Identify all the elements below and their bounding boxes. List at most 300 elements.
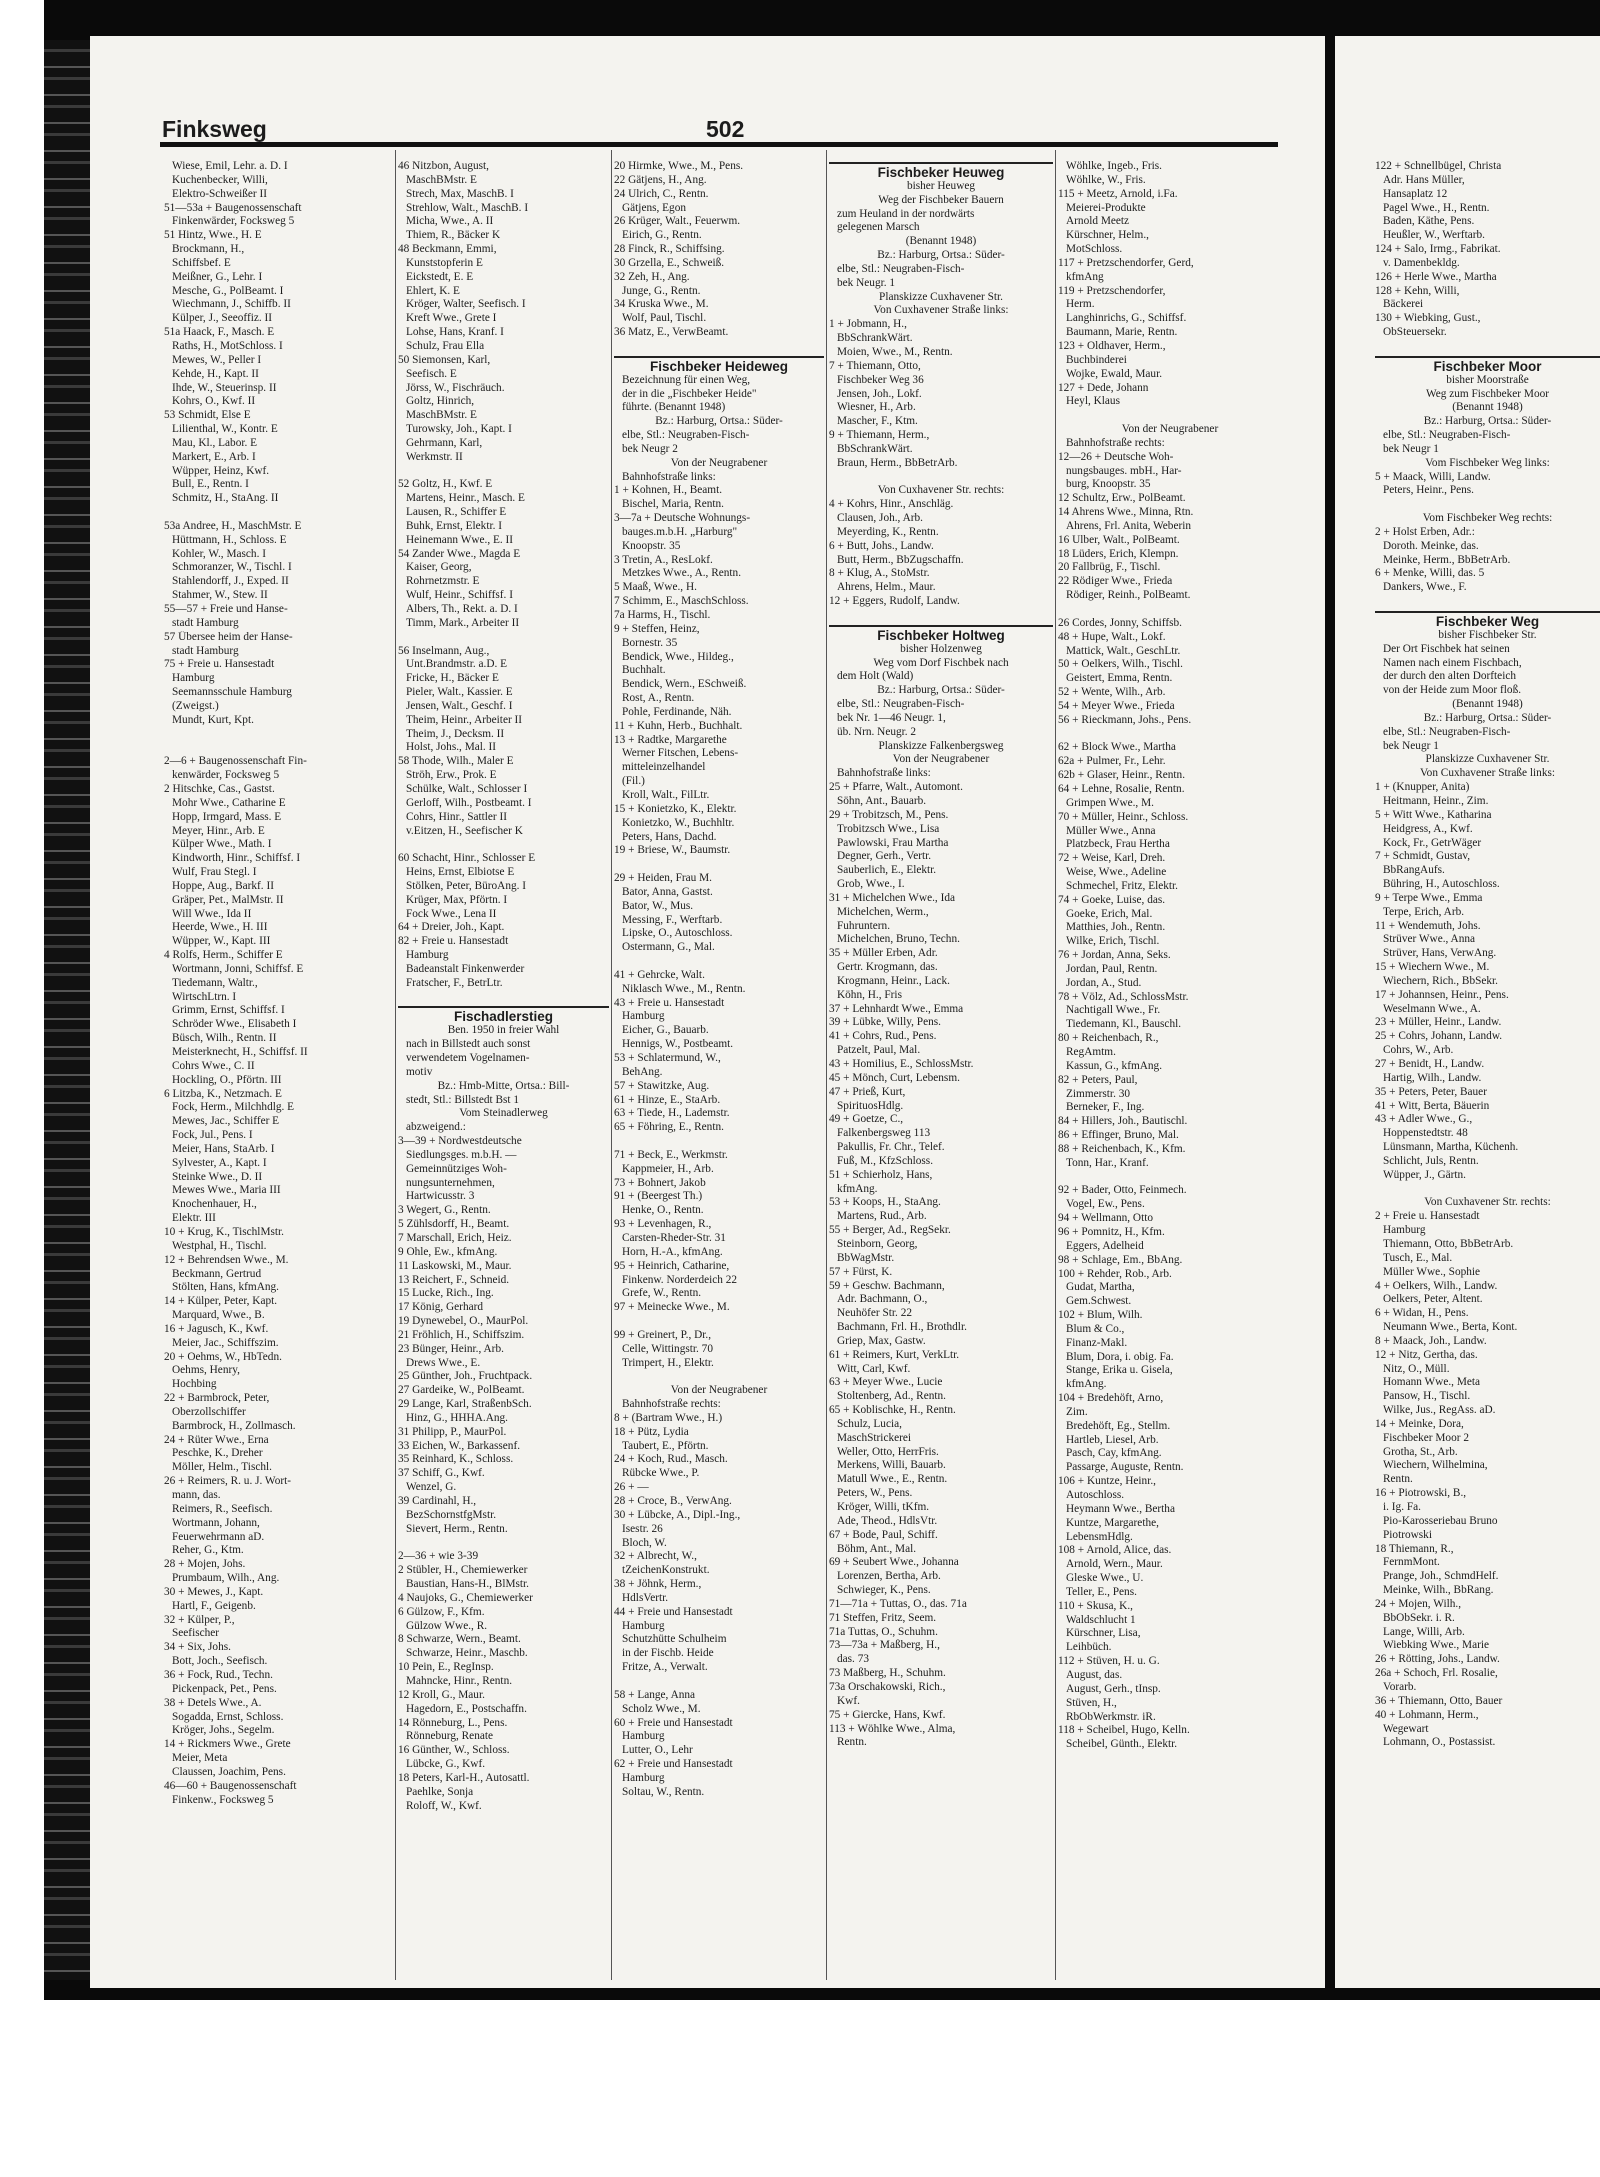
directory-entry: Scheibel, Günth., Elektr. bbox=[1066, 1738, 1178, 1751]
directory-entry: Kröger, Willi, tKfm. bbox=[837, 1501, 930, 1513]
directory-entry: Schulz, Lucia, bbox=[837, 1417, 902, 1430]
directory-entry: Wiese, Emil, Lehr. a. D. I bbox=[172, 160, 288, 172]
directory-entry: von der Heide zum Moor floß. bbox=[1383, 684, 1522, 697]
directory-entry: Wulf, Frau Stegl. I bbox=[172, 866, 257, 879]
directory-entry: Hartwicusstr. 3 bbox=[406, 1190, 475, 1203]
directory-entry: Bahnhofstraße links: bbox=[837, 767, 931, 780]
directory-entry: Mewes, W., Peller I bbox=[172, 353, 262, 366]
directory-entry: 18 Peters, Karl-H., Autosattl. bbox=[398, 1771, 530, 1784]
directory-entry: Fuß, M., KfzSchloss. bbox=[837, 1154, 934, 1167]
directory-entry: Eickstedt, E. E bbox=[406, 270, 474, 283]
directory-entry: Weise, Wwe., Adeline bbox=[1066, 866, 1167, 879]
directory-entry: Weg der Fischbeker Bauern bbox=[878, 193, 1004, 206]
directory-entry: 2 Stübler, H., Chemiewerker bbox=[398, 1564, 528, 1577]
directory-entry: kfmAng. bbox=[837, 1182, 878, 1195]
directory-entry: Meierei-Produkte bbox=[1066, 201, 1146, 214]
directory-entry: 57 + Stawitzke, Aug. bbox=[614, 1079, 710, 1092]
directory-entry: Eicher, G., Bauarb. bbox=[622, 1024, 709, 1037]
directory-entry: 29 + Heiden, Frau M. bbox=[614, 872, 712, 885]
directory-entry: Goeke, Erich, Mal. bbox=[1066, 907, 1153, 920]
directory-entry: 2—36 + wie 3-39 bbox=[398, 1550, 479, 1563]
directory-entry: 92 + Bader, Otto, Feinmech. bbox=[1058, 1184, 1187, 1197]
directory-entry: Witt, Carl, Kwf. bbox=[837, 1362, 911, 1375]
page-number: 502 bbox=[706, 116, 745, 142]
directory-entry: 4 + Oelkers, Wilh., Landw. bbox=[1375, 1279, 1498, 1292]
directory-entry: Vogel, Ew., Pens. bbox=[1066, 1198, 1145, 1211]
directory-entry: (Benannt 1948) bbox=[905, 235, 977, 248]
directory-entry: Schiffsbef. E bbox=[172, 256, 231, 269]
directory-entry: Markert, E., Arb. I bbox=[172, 450, 256, 463]
directory-entry: Gerloff, Wilh., Postbeamt. I bbox=[406, 796, 532, 809]
directory-entry: 123 + Oldhaver, Herm., bbox=[1058, 339, 1166, 352]
header-rule bbox=[160, 142, 1278, 147]
directory-entry: 50 Siemonsen, Karl, bbox=[398, 353, 491, 366]
directory-entry: Sylvester, A., Kapt. I bbox=[172, 1156, 267, 1169]
directory-entry: 36 Matz, E., VerwBeamt. bbox=[614, 326, 729, 339]
directory-entry: Wiebking Wwe., Marie bbox=[1383, 1639, 1489, 1652]
directory-entry: 16 Ulber, Walt., PolBeamt. bbox=[1058, 533, 1180, 546]
directory-entry: 54 Zander Wwe., Magda E bbox=[398, 547, 521, 560]
directory-entry: 7a Harms, H., Tischl. bbox=[614, 609, 711, 621]
directory-entry: Mewes Wwe., Maria III bbox=[172, 1184, 281, 1197]
spacer bbox=[1375, 595, 1600, 609]
directory-entry: Adr. Hans Müller, bbox=[1383, 173, 1465, 186]
directory-column-3 bbox=[614, 160, 824, 1970]
directory-entry: 16 + Piotrowski, B., bbox=[1375, 1487, 1467, 1500]
directory-entry: 8 Schwarze, Wern., Beamt. bbox=[398, 1633, 521, 1646]
directory-entry: Hamburg bbox=[622, 1010, 665, 1023]
directory-entry: 10 Pein, E., RegInsp. bbox=[398, 1661, 494, 1674]
directory-entry: Junge, G., Rentn. bbox=[622, 284, 701, 297]
directory-entry: nungsunternehmen, bbox=[406, 1176, 495, 1189]
directory-entry: Piotrowski bbox=[1383, 1528, 1432, 1541]
street-section-title: Fischbeker Heideweg bbox=[614, 356, 824, 374]
directory-entry: Ihde, W., Steuerinsp. II bbox=[172, 381, 277, 394]
directory-entry: Sauberlich, E., Elektr. bbox=[837, 864, 937, 877]
directory-entry: Kohrs, O., Kwf. II bbox=[172, 395, 256, 408]
street-section-title: Fischbeker Weg bbox=[1375, 611, 1600, 629]
directory-entry: Teller, E., Pens. bbox=[1066, 1585, 1137, 1598]
directory-entry: tZeichenKonstrukt. bbox=[622, 1564, 710, 1577]
directory-entry: Gehrmann, Karl, bbox=[406, 436, 483, 449]
directory-entry: Meinke, Wilh., BbRang. bbox=[1383, 1584, 1494, 1597]
directory-entry: Wüpper, Heinz, Kwf. bbox=[172, 464, 270, 477]
directory-entry: burg, Knoopstr. 35 bbox=[1066, 478, 1151, 491]
directory-entry: Gertr. Krogmann, das. bbox=[837, 961, 938, 974]
directory-entry: Planskizze Falkenbergsweg bbox=[878, 739, 1004, 752]
spacer bbox=[829, 471, 1053, 485]
directory-entry: Matull Wwe., E., Rentn. bbox=[837, 1473, 948, 1486]
directory-entry: 15 + Wiechern Wwe., M. bbox=[1375, 961, 1490, 974]
directory-entry: 61 + Hinze, E., StaArb. bbox=[614, 1093, 721, 1106]
directory-entry: Hartig, Wilh., Landw. bbox=[1383, 1071, 1482, 1084]
directory-entry: Wöhlke, Ingeb., Fris. bbox=[1066, 160, 1163, 172]
directory-entry: 30 Grzella, E., Schweiß. bbox=[614, 256, 725, 269]
directory-entry: 62 + Freie und Hansestadt bbox=[614, 1758, 733, 1771]
directory-entry: Timm, Mark., Arbeiter II bbox=[406, 616, 520, 629]
directory-entry: Bahnhofstraße rechts: bbox=[622, 1398, 721, 1411]
spacer bbox=[829, 609, 1053, 623]
directory-entry: August, das. bbox=[1066, 1668, 1123, 1681]
directory-entry: Bz.: Harburg, Ortsa.: Süder- bbox=[877, 684, 1005, 697]
directory-entry: 2 Hitschke, Cas., Gastst. bbox=[164, 782, 275, 795]
directory-entry: Pieler, Walt., Kassier. E bbox=[406, 686, 513, 699]
directory-entry: Peters, W., Pens. bbox=[837, 1487, 913, 1500]
directory-entry: Moien, Wwe., M., Rentn. bbox=[837, 345, 953, 358]
directory-entry: 108 + Arnold, Alice, das. bbox=[1058, 1544, 1172, 1557]
directory-entry: Von Cuxhavener Straße links: bbox=[873, 304, 1009, 317]
directory-entry: Meyerding, K., Rentn. bbox=[837, 525, 939, 538]
directory-entry: Von der Neugrabener bbox=[892, 753, 990, 766]
directory-entry: 55 + Berger, Ad., RegSekr. bbox=[829, 1224, 951, 1237]
directory-entry: Matthies, Joh., Rentn. bbox=[1066, 921, 1166, 934]
directory-entry: Kröger, Johs., Segelm. bbox=[172, 1724, 275, 1737]
directory-entry: August, Gerh., tInsp. bbox=[1066, 1682, 1161, 1695]
directory-entry: 7 Schimm, E., MaschSchloss. bbox=[614, 595, 749, 608]
directory-entry: Kaiser, Georg, bbox=[406, 561, 472, 574]
directory-entry: 17 König, Gerhard bbox=[398, 1301, 484, 1314]
directory-entry: 62a + Pulmer, Fr., Lehr. bbox=[1058, 755, 1166, 768]
directory-entry: 128 + Kehn, Willi, bbox=[1375, 284, 1460, 297]
directory-entry: 36 + Fock, Rud., Techn. bbox=[164, 1668, 273, 1681]
directory-entry: verwendetem Vogelnamen- bbox=[406, 1052, 530, 1064]
directory-entry: Möller, Helm., Tischl. bbox=[172, 1461, 272, 1474]
directory-entry: Meisterknecht, H., Schiffsf. II bbox=[172, 1046, 308, 1058]
directory-entry: 73a Orschakowski, Rich., bbox=[829, 1680, 946, 1693]
spacer bbox=[398, 465, 609, 479]
directory-entry: Wiesner, H., Arb. bbox=[837, 401, 916, 414]
directory-entry: 37 Schiff, G., Kwf. bbox=[398, 1467, 485, 1480]
directory-entry: Feuerwehrmann aD. bbox=[172, 1530, 265, 1543]
directory-entry: Arnold Meetz bbox=[1066, 215, 1130, 228]
directory-entry: 27 + Benidt, H., Landw. bbox=[1375, 1058, 1485, 1070]
directory-entry: Rentn. bbox=[837, 1736, 867, 1749]
directory-entry: Heins, Ernst, Elbiotse E bbox=[406, 866, 515, 879]
directory-entry: elbe, Stl.: Neugraben-Fisch- bbox=[837, 262, 965, 275]
directory-entry: Hockling, O., Pförtn. III bbox=[172, 1073, 282, 1086]
directory-entry: 8 + Klug, A., StoMstr. bbox=[829, 567, 930, 580]
directory-entry: Strüver Wwe., Anna bbox=[1383, 933, 1476, 946]
directory-entry: Mewes, Jac., Schiffer E bbox=[172, 1115, 280, 1128]
directory-entry: Zimmerstr. 30 bbox=[1066, 1087, 1131, 1100]
directory-entry: 12 + Behrendsen Wwe., M. bbox=[164, 1253, 289, 1266]
directory-entry: Michelchen, Bruno, Techn. bbox=[837, 933, 960, 946]
spacer bbox=[1375, 1183, 1600, 1197]
directory-entry: Roloff, W., Kwf. bbox=[406, 1799, 482, 1812]
directory-entry: 28 Finck, R., Schiffsing. bbox=[614, 243, 725, 256]
street-section-title: Fischadlerstieg bbox=[398, 1006, 609, 1024]
directory-entry: Rödiger, Reinh., PolBeamt. bbox=[1066, 589, 1191, 602]
directory-entry: 41 + Gehrcke, Walt. bbox=[614, 968, 705, 981]
directory-entry: 26 Cordes, Jonny, Schiffsb. bbox=[1058, 616, 1182, 629]
directory-entry: 41 + Witt, Berta, Bäuerin bbox=[1375, 1099, 1490, 1112]
directory-entry: Külper Wwe., Math. I bbox=[172, 838, 272, 851]
directory-entry: 18 + Pütz, Lydia bbox=[614, 1425, 689, 1438]
directory-entry: Martens, Heinr., Masch. E bbox=[406, 492, 525, 505]
directory-entry: 44 + Freie und Hansestadt bbox=[614, 1605, 733, 1618]
directory-entry: bauges.m.b.H. „Harburg" bbox=[622, 525, 738, 538]
directory-entry: elbe, Stl.: Neugraben-Fisch- bbox=[1383, 429, 1511, 442]
directory-entry: BezSchornstfgMstr. bbox=[406, 1508, 497, 1521]
directory-entry: 70 + Müller, Heinr., Schloss. bbox=[1058, 810, 1189, 823]
directory-entry: 51 + Schierholz, Hans, bbox=[829, 1168, 933, 1181]
directory-entry: 10 + Krug, K., TischlMstr. bbox=[164, 1225, 284, 1238]
directory-entry: Hamburg bbox=[172, 672, 215, 685]
directory-entry: Planskizze Cuxhavener Str. bbox=[879, 290, 1003, 303]
directory-entry: Siedlungsges. m.b.H. — bbox=[406, 1148, 517, 1161]
directory-entry: BbSchrankWärt. bbox=[837, 332, 913, 345]
directory-entry: Neuhöfer Str. 22 bbox=[837, 1307, 912, 1320]
directory-entry: Rentn. bbox=[1383, 1473, 1413, 1486]
directory-entry: Eggers, Adelheid bbox=[1066, 1239, 1144, 1252]
directory-entry: Henke, O., Rentn. bbox=[622, 1204, 704, 1217]
directory-entry: Fock Wwe., Lena II bbox=[406, 907, 497, 920]
directory-entry: Lausen, R., Schiffer E bbox=[406, 506, 507, 519]
directory-entry: Heidgress, A., Kwf. bbox=[1383, 822, 1473, 835]
directory-entry: 15 Lucke, Rich., Ing. bbox=[398, 1287, 494, 1300]
column-divider bbox=[1055, 150, 1056, 1980]
directory-entry: 75 + Giercke, Hans, Kwf. bbox=[829, 1708, 946, 1721]
directory-entry: Köhn, H., Fris bbox=[837, 988, 902, 1001]
directory-entry: Mau, Kl., Labor. E bbox=[172, 436, 258, 449]
directory-entry: 11 Laskowski, M., Maur. bbox=[398, 1259, 512, 1272]
directory-entry: 43 + Freie u. Hansestadt bbox=[614, 996, 725, 1009]
directory-entry: 28 + Croce, B., VerwAng. bbox=[614, 1495, 732, 1507]
directory-entry: Fuhruntern. bbox=[837, 919, 891, 932]
directory-entry: 53a Andree, H., MaschMstr. E bbox=[164, 519, 302, 532]
directory-entry: 122 + Schnellbügel, Christa bbox=[1375, 160, 1502, 172]
directory-entry: Stahlendorff, J., Exped. II bbox=[172, 575, 289, 588]
directory-entry: 6 + Butt, Johs., Landw. bbox=[829, 539, 934, 552]
directory-entry: Werner Fitschen, Lebens- bbox=[622, 747, 739, 760]
directory-entry: 25 Günther, Joh., Fruchtpack. bbox=[398, 1370, 533, 1383]
directory-entry: 40 + Lohmann, Herm., bbox=[1375, 1708, 1479, 1721]
directory-entry: 2 + Freie u. Hansestadt bbox=[1375, 1210, 1480, 1223]
directory-entry: Schwieger, K., Pens. bbox=[837, 1584, 931, 1597]
directory-entry: Mohr Wwe., Catharine E bbox=[172, 796, 286, 809]
directory-entry: 12 Kroll, G., Maur. bbox=[398, 1688, 485, 1701]
directory-entry: Reher, G., Ktm. bbox=[172, 1544, 244, 1557]
directory-entry: Kuchenbecker, Willi, bbox=[172, 173, 268, 186]
directory-entry: Hagedorn, E., Postschaffn. bbox=[406, 1702, 527, 1715]
directory-entry: 104 + Bredehöft, Arno, bbox=[1058, 1392, 1164, 1405]
directory-entry: (Benannt 1948) bbox=[1452, 401, 1523, 414]
directory-entry: Kock, Fr., GetrWäger bbox=[1383, 836, 1482, 849]
directory-entry: 99 + Greinert, P., Dr., bbox=[614, 1328, 712, 1341]
directory-entry: nungsbauges. mbH., Har- bbox=[1066, 464, 1182, 477]
directory-entry: 53 + Koops, H., StaAng. bbox=[829, 1196, 941, 1209]
directory-entry: Meinke, Herm., BbBetrArb. bbox=[1383, 553, 1511, 566]
directory-entry: Holst, Johs., Mal. II bbox=[406, 741, 497, 754]
directory-entry: 26 + Rötting, Johs., Landw. bbox=[1375, 1653, 1500, 1666]
directory-entry: 38 + Detels Wwe., A. bbox=[164, 1696, 262, 1709]
directory-entry: 1 + Jobmann, H., bbox=[829, 318, 907, 331]
directory-entry: 26 + Reimers, R. u. J. Wort- bbox=[164, 1475, 292, 1488]
directory-entry: 15 + Konietzko, K., Elektr. bbox=[614, 802, 737, 815]
directory-entry: Krogmann, Heinr., Lack. bbox=[837, 974, 950, 987]
directory-entry: HdlsVertr. bbox=[622, 1591, 669, 1604]
directory-entry: 41 + Cohrs, Rud., Pens. bbox=[829, 1030, 937, 1043]
directory-entry: Jordan, Paul, Rentn. bbox=[1066, 962, 1158, 975]
directory-entry: Steinke Wwe., D. II bbox=[172, 1170, 263, 1183]
directory-entry: stedt, Stl.: Billstedt Bst 1 bbox=[406, 1093, 519, 1106]
directory-entry: 7 + Thiemann, Otto, bbox=[829, 359, 921, 372]
directory-entry: Pio-Karosseriebau Bruno bbox=[1383, 1514, 1498, 1527]
directory-entry: 24 Ulrich, C., Rentn. bbox=[614, 187, 709, 200]
directory-entry: Schülke, Walt., Schlosser I bbox=[406, 782, 528, 795]
directory-entry: 95 + Heinrich, Catharine, bbox=[614, 1259, 730, 1272]
directory-entry: 71 Steffen, Fritz, Seem. bbox=[829, 1611, 937, 1624]
spacer bbox=[398, 1537, 609, 1551]
directory-entry: 29 + Trobitzsch, M., Pens. bbox=[829, 808, 949, 821]
directory-entry: MaschBMstr. E bbox=[406, 409, 477, 422]
directory-entry: 8 + (Bartram Wwe., H.) bbox=[614, 1411, 723, 1424]
directory-entry: 37 + Lehnhardt Wwe., Emma bbox=[829, 1002, 964, 1015]
directory-entry: Unt.Brandmstr. a.D. E bbox=[406, 658, 508, 671]
directory-entry: i. Ig. Fa. bbox=[1383, 1501, 1421, 1513]
directory-entry: Knoopstr. 35 bbox=[622, 539, 681, 552]
directory-entry: 12 Schultz, Erw., PolBeamt. bbox=[1058, 492, 1186, 505]
directory-entry: 73 + Bohnert, Jakob bbox=[614, 1176, 706, 1189]
directory-entry: Von Cuxhavener Str. rechts: bbox=[877, 484, 1005, 497]
directory-entry: Bz.: Harburg, Ortsa.: Süder- bbox=[1423, 415, 1552, 428]
directory-entry: Wenzel, G. bbox=[406, 1481, 457, 1494]
directory-entry: Meier, Meta bbox=[172, 1752, 228, 1765]
directory-entry: 33 Eichen, W., Barkassenf. bbox=[398, 1439, 521, 1452]
directory-entry: Steinborn, Georg, bbox=[837, 1237, 918, 1250]
directory-entry: Mascher, F., Ktm. bbox=[837, 415, 918, 428]
directory-entry: Herm. bbox=[1066, 298, 1095, 311]
directory-entry: Strehlow, Walt., MaschB. I bbox=[406, 201, 529, 214]
directory-entry: 52 + Wente, Wilh., Arb. bbox=[1058, 686, 1166, 699]
directory-entry: 24 + Rüter Wwe., Erna bbox=[164, 1433, 269, 1446]
directory-entry: Fischbeker Weg 36 bbox=[837, 373, 924, 386]
directory-entry: der durch den alten Dorfteich bbox=[1383, 670, 1516, 683]
directory-entry: Weg zum Fischbeker Moor bbox=[1425, 387, 1549, 400]
directory-entry: Pawlowski, Frau Martha bbox=[837, 836, 949, 849]
directory-entry: Eirich, G., Rentn. bbox=[622, 229, 702, 242]
directory-entry: Grimm, Ernst, Schiffsf. I bbox=[172, 1004, 285, 1017]
spacer bbox=[614, 1315, 824, 1329]
directory-entry: 46—60 + Baugenossenschaft bbox=[164, 1779, 297, 1792]
directory-entry: Raths, H., MotSchloss. I bbox=[172, 339, 283, 352]
directory-entry: Lipske, O., Autoschloss. bbox=[622, 927, 733, 940]
directory-entry: MaschBMstr. E bbox=[406, 173, 477, 186]
directory-entry: 6 Gülzow, F., Kfm. bbox=[398, 1605, 485, 1618]
directory-entry: Weselmann Wwe., A. bbox=[1383, 1002, 1481, 1015]
directory-entry: Berneker, F., Ing. bbox=[1066, 1101, 1145, 1114]
directory-entry: 24 + Koch, Rud., Masch. bbox=[614, 1453, 728, 1466]
directory-entry: Blum, Dora, i. obig. Fa. bbox=[1066, 1350, 1174, 1363]
directory-entry: Finkenw. Norderdeich 22 bbox=[622, 1273, 738, 1286]
directory-entry: Stölken, Peter, BüroAng. I bbox=[406, 879, 527, 892]
directory-entry: Hopp, Irmgard, Mass. E bbox=[172, 810, 282, 823]
directory-entry: Weller, Otto, HerrFris. bbox=[837, 1445, 939, 1458]
directory-entry: Sievert, Herm., Rentn. bbox=[406, 1522, 508, 1535]
directory-entry: 26 + — bbox=[614, 1481, 649, 1494]
directory-entry: kfmAng bbox=[1066, 270, 1104, 283]
directory-entry: Von Cuxhavener Straße links: bbox=[1419, 767, 1556, 780]
directory-entry: 54 + Meyer Wwe., Frieda bbox=[1058, 699, 1175, 712]
directory-entry: Metzkes Wwe., A., Rentn. bbox=[622, 567, 742, 580]
directory-entry: nach in Billstedt auch sonst bbox=[406, 1038, 531, 1051]
spacer bbox=[164, 728, 392, 742]
directory-entry: Carsten-Rheder-Str. 31 bbox=[622, 1231, 726, 1244]
directory-entry: 19 + Briese, W., Baumstr. bbox=[614, 844, 731, 857]
directory-entry: Meier, Hans, StaArb. I bbox=[172, 1142, 275, 1155]
directory-entry: bek Neugr 2 bbox=[622, 442, 678, 455]
directory-entry: 5 Zühlsdorff, H., Beamt. bbox=[398, 1218, 510, 1231]
directory-entry: 32 + Albrecht, W., bbox=[614, 1550, 697, 1563]
directory-entry: Martens, Rud., Arb. bbox=[837, 1210, 927, 1223]
directory-entry: 38 + Jöhnk, Herm., bbox=[614, 1578, 702, 1591]
directory-entry: Heitmann, Heinr., Zim. bbox=[1383, 794, 1489, 807]
directory-entry: Weg vom Dorf Fischbek nach bbox=[873, 656, 1009, 669]
directory-entry: 17 + Johannsen, Heinr., Pens. bbox=[1375, 988, 1509, 1001]
directory-entry: Lutter, O., Lehr bbox=[622, 1744, 693, 1757]
directory-entry: Seefisch. E bbox=[406, 367, 457, 380]
directory-entry: Fritze, A., Verwalt. bbox=[622, 1661, 708, 1674]
directory-entry: Schröder Wwe., Elisabeth I bbox=[172, 1018, 297, 1031]
directory-entry: kfmAng. bbox=[1066, 1378, 1107, 1391]
directory-entry: 14 + Rickmers Wwe., Grete bbox=[164, 1738, 291, 1751]
directory-entry: Turowsky, Joh., Kapt. I bbox=[406, 423, 512, 436]
directory-entry: 21 Fröhlich, H., Schiffszim. bbox=[398, 1328, 525, 1341]
directory-entry: Grefe, W., Rentn. bbox=[622, 1287, 702, 1300]
directory-entry: RbObWerkmstr. iR. bbox=[1066, 1710, 1156, 1723]
directory-entry: Müller Wwe., Anna bbox=[1066, 824, 1156, 837]
directory-entry: 80 + Reichenbach, R., bbox=[1058, 1032, 1159, 1045]
directory-entry: 12 + Nitz, Gertha, das. bbox=[1375, 1348, 1478, 1361]
directory-entry: 23 Bünger, Heinr., Arb. bbox=[398, 1342, 504, 1355]
directory-entry: 24 + Mojen, Wilh., bbox=[1375, 1597, 1462, 1610]
directory-entry: 25 + Pfarre, Walt., Automont. bbox=[829, 781, 963, 794]
street-header: Finksweg bbox=[162, 116, 267, 142]
directory-entry: Stüven, H., bbox=[1066, 1696, 1117, 1709]
directory-entry: 113 + Wöhlke Wwe., Alma, bbox=[829, 1722, 956, 1735]
directory-entry: Wiechern, Rich., BbSekr. bbox=[1383, 974, 1498, 987]
directory-entry: WirtschLtrn. I bbox=[172, 990, 237, 1003]
directory-entry: Finkenw., Focksweg 5 bbox=[172, 1793, 274, 1806]
directory-entry: 67 + Bode, Paul, Schiff. bbox=[829, 1528, 938, 1541]
directory-entry: Wüpper, W., Kapt. III bbox=[172, 935, 271, 948]
directory-entry: 126 + Herle Wwe., Martha bbox=[1375, 270, 1497, 283]
directory-entry: Hennigs, W., Postbeamt. bbox=[622, 1038, 734, 1051]
directory-entry: Grotha, St., Arb. bbox=[1383, 1445, 1458, 1458]
directory-entry: Werkmstr. II bbox=[406, 450, 463, 463]
directory-entry: BbSchrankWärt. bbox=[837, 442, 913, 455]
directory-entry: 30 + Lübcke, A., Dipl.-Ing., bbox=[614, 1508, 741, 1521]
directory-entry: 115 + Meetz, Arnold, i.Fa. bbox=[1058, 187, 1178, 200]
directory-entry: FernmMont. bbox=[1383, 1556, 1440, 1569]
directory-entry: Bahnhofstraße rechts: bbox=[1066, 436, 1165, 449]
directory-entry: Ben. 1950 in freier Wahl bbox=[447, 1024, 560, 1037]
directory-entry: Cohrs Wwe., C. II bbox=[172, 1059, 255, 1072]
directory-entry: Pansow, H., Tischl. bbox=[1383, 1390, 1471, 1403]
directory-entry: Hartleb, Liesel, Arb. bbox=[1066, 1433, 1159, 1446]
directory-entry: Brockmann, H., bbox=[172, 243, 245, 256]
directory-entry: Bendick, Wern., ESchweiß. bbox=[622, 678, 747, 691]
directory-entry: Hartl, F., Geigenb. bbox=[172, 1599, 256, 1612]
directory-entry: Barmbrock, H., Zollmasch. bbox=[172, 1419, 296, 1432]
spacer bbox=[1375, 340, 1600, 354]
directory-entry: Schlicht, Juls, Rentn. bbox=[1383, 1154, 1479, 1167]
directory-entry: Griep, Max, Gastw. bbox=[837, 1334, 926, 1347]
directory-entry: 2—6 + Baugenossenschaft Fin- bbox=[164, 755, 307, 768]
spacer bbox=[1058, 1171, 1282, 1185]
directory-entry: 64 + Lehne, Rosalie, Rentn. bbox=[1058, 782, 1185, 795]
directory-entry: Bloch, W. bbox=[622, 1536, 667, 1549]
